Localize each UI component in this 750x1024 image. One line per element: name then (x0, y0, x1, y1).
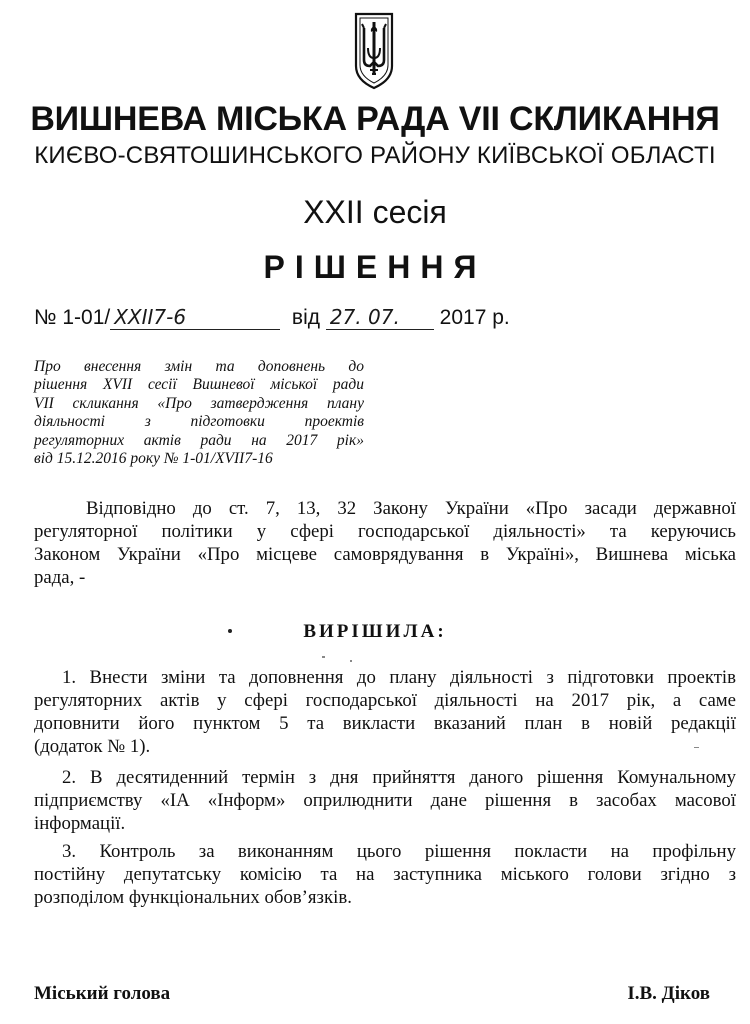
item-line: постійну депутатську комісію та на заступника міського голови згідно з (34, 864, 736, 885)
decision-subject (34, 358, 364, 468)
handwritten-date: 27. 07. (326, 305, 434, 330)
scan-speck (694, 747, 699, 748)
intro-line: регуляторної політики у сфері господарської діяльності» та керуючись (34, 521, 736, 542)
decision-number-line (34, 305, 510, 330)
handwritten-number: XXII7-6 (110, 305, 280, 330)
intro-line: Відповідно до ст. 7, 13, 32 Закону України «Про засади державної (86, 498, 736, 519)
item-line: (додаток № 1). (34, 736, 151, 757)
signatory-position: Міський голова (34, 983, 171, 1004)
item-2 (34, 766, 736, 835)
number-prefix: № 1-01/ (34, 306, 111, 329)
item-line: 1. Внести зміни та доповнення до плану діяльності з підготовки проектів (62, 667, 736, 688)
intro-line: рада, - (34, 567, 86, 588)
subject-line: від 15.12.2016 року № 1-01/XVII7-16 (34, 450, 273, 468)
subject-line: регуляторних актів ради на 2017 рік» (34, 431, 364, 449)
region-subtitle: КИЄВО-СВЯТОШИНСЬКОГО РАЙОНУ КИЇВСЬКОЇ ОБЛАСТІ (34, 142, 716, 169)
scan-speck (322, 656, 325, 658)
session-title: XXII сесія (303, 194, 447, 230)
subject-line: Про внесення змін та доповнень до (34, 358, 364, 375)
item-3 (34, 840, 736, 909)
item-line: 2. В десятиденний термін з дня прийняття даного рішення Комунальному (62, 767, 736, 788)
scan-speck (350, 660, 352, 662)
council-title: ВИШНЕВА МІСЬКА РАДА VII СКЛИКАННЯ (30, 100, 720, 138)
signatory-name: І.В. Діков (627, 983, 710, 1004)
item-line: розподілом функціональних обов’язків. (34, 887, 352, 908)
item-line: доповнити його пунктом 5 та викласти вказаний план в новій редакції (34, 713, 736, 734)
date-prefix: від (291, 306, 320, 329)
item-line: інформації. (34, 813, 126, 834)
subject-line: VII скликання «Про затвердження плану (34, 394, 364, 412)
item-line: підприємству «ІА «Інформ» оприлюднити дане рішення в засобах масової (34, 790, 736, 811)
item-line: регуляторних актів у сфері господарської діяльності на 2017 рік, а саме (34, 690, 736, 711)
intro-paragraph (34, 497, 736, 589)
item-1 (34, 666, 736, 758)
trident-icon (350, 8, 398, 90)
resolved-heading: ВИРІШИЛА: (303, 621, 447, 642)
document-type: РІШЕННЯ (263, 249, 487, 285)
subject-line: діяльності з підготовки проектів (34, 413, 364, 431)
subject-line: рішення XVII сесії Вишневої міської ради (34, 376, 364, 394)
year-suffix: 2017 р. (439, 306, 510, 329)
intro-line: Законом України «Про місцеве самоврядування в Україні», Вишнева міська (34, 544, 736, 565)
item-line: 3. Контроль за виконанням цього рішення покласти на профільну (62, 841, 736, 862)
